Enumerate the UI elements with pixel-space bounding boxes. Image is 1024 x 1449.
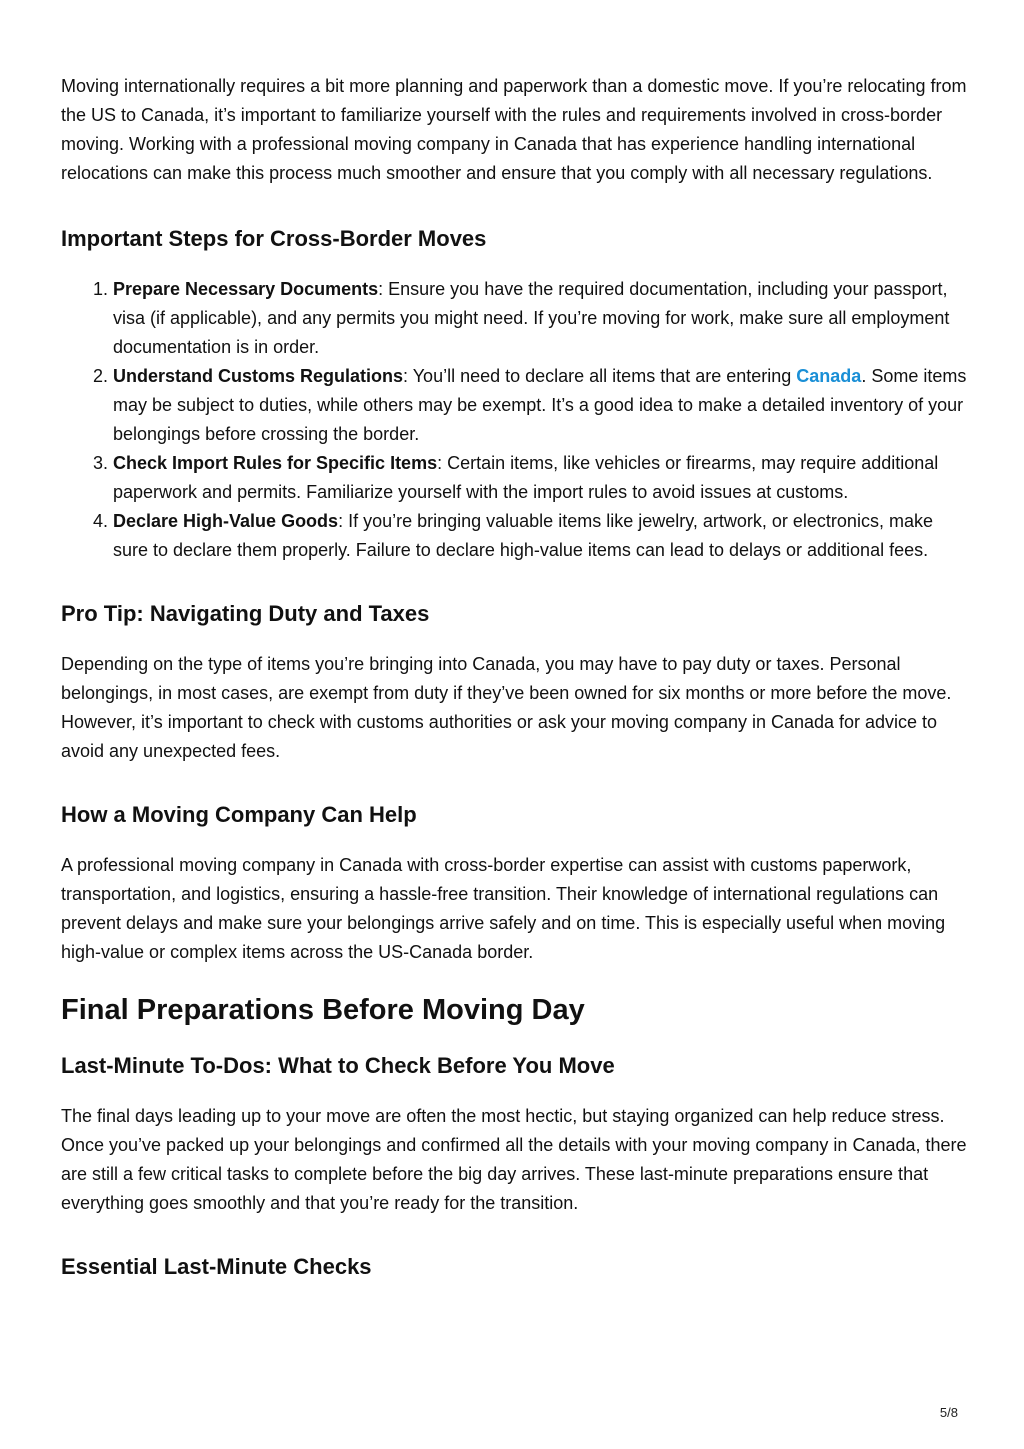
step-text: : Certain items, like vehicles or firearms, may require additional paperwork and permits. Familiarize yourself with the import rules to avoid issues at customs.: [113, 453, 939, 502]
list-item: [113, 507, 967, 565]
step-text: : You’ll need to declare all items that are entering: [403, 366, 797, 386]
document-page: [61, 72, 967, 1281]
list-item: [113, 449, 967, 507]
step-text-after: . Some items may be subject to duties, while others may be exempt. It’s a good idea to make a detailed inventory of your belongings before crossing the border.: [113, 366, 967, 444]
steps-heading: Important Steps for Cross-Border Moves: [61, 226, 487, 251]
step-text: : If you’re bringing valuable items like jewelry, artwork, or electronics, make sure to declare them properly. Failure to declare high-value items can lead to delays or additional fees.: [113, 511, 933, 560]
intro-paragraph: Moving internationally requires a bit more planning and paperwork than a domestic move. If you’re relocating from the US to Canada, it’s important to familiarize yourself with the rules and requirements involved in cross-border moving. Working with a professional moving company in Canada that has experience handling international relocations can make this process much smoother and ensure that you comply with all necessary regulations.: [61, 76, 967, 183]
step-title: Understand Customs Regulations: [113, 366, 404, 386]
list-item: [113, 275, 967, 362]
protip-heading: Pro Tip: Navigating Duty and Taxes: [61, 601, 430, 626]
step-title: Declare High-Value Goods: [113, 511, 339, 531]
steps-list: [61, 275, 967, 565]
final-heading: Final Preparations Before Moving Day: [61, 994, 585, 1026]
lastminute-heading: Last-Minute To-Dos: What to Check Before You Move: [61, 1053, 615, 1078]
checks-heading: Essential Last-Minute Checks: [61, 1254, 372, 1279]
page-number: 5/8: [939, 1405, 958, 1420]
help-paragraph: A professional moving company in Canada with cross-border expertise can assist with customs paperwork, transportation, and logistics, ensuring a hassle-free transition. Their knowledge of international regulations can prevent delays and make sure your belongings arrive safely and on time. This is especially useful when moving high-value or complex items across the US-Canada border.: [61, 855, 946, 962]
lastminute-paragraph: The final days leading up to your move are often the most hectic, but staying organized can help reduce stress. Once you’ve packed up your belongings and confirmed all the details with your moving company in Canada, there are still a few critical tasks to complete before the big day arrives. These last-minute preparations ensure that everything goes smoothly and that you’re ready for the transition.: [61, 1106, 967, 1213]
list-item: [113, 362, 967, 449]
step-text: : Ensure you have the required documentation, including your passport, visa (if applicable), and any permits you might need. If you’re moving for work, make sure all employment documentation is in order.: [113, 279, 950, 357]
protip-paragraph: Depending on the type of items you’re bringing into Canada, you may have to pay duty or taxes. Personal belongings, in most cases, are exempt from duty if they’ve been owned for six months or more before the move. However, it’s important to check with customs authorities or ask your moving company in Canada for advice to avoid any unexpected fees.: [61, 654, 952, 761]
canada-link[interactable]: Canada: [796, 366, 862, 386]
step-title: Prepare Necessary Documents: [113, 279, 379, 299]
help-heading: How a Moving Company Can Help: [61, 802, 417, 827]
step-title: Check Import Rules for Specific Items: [113, 453, 438, 473]
